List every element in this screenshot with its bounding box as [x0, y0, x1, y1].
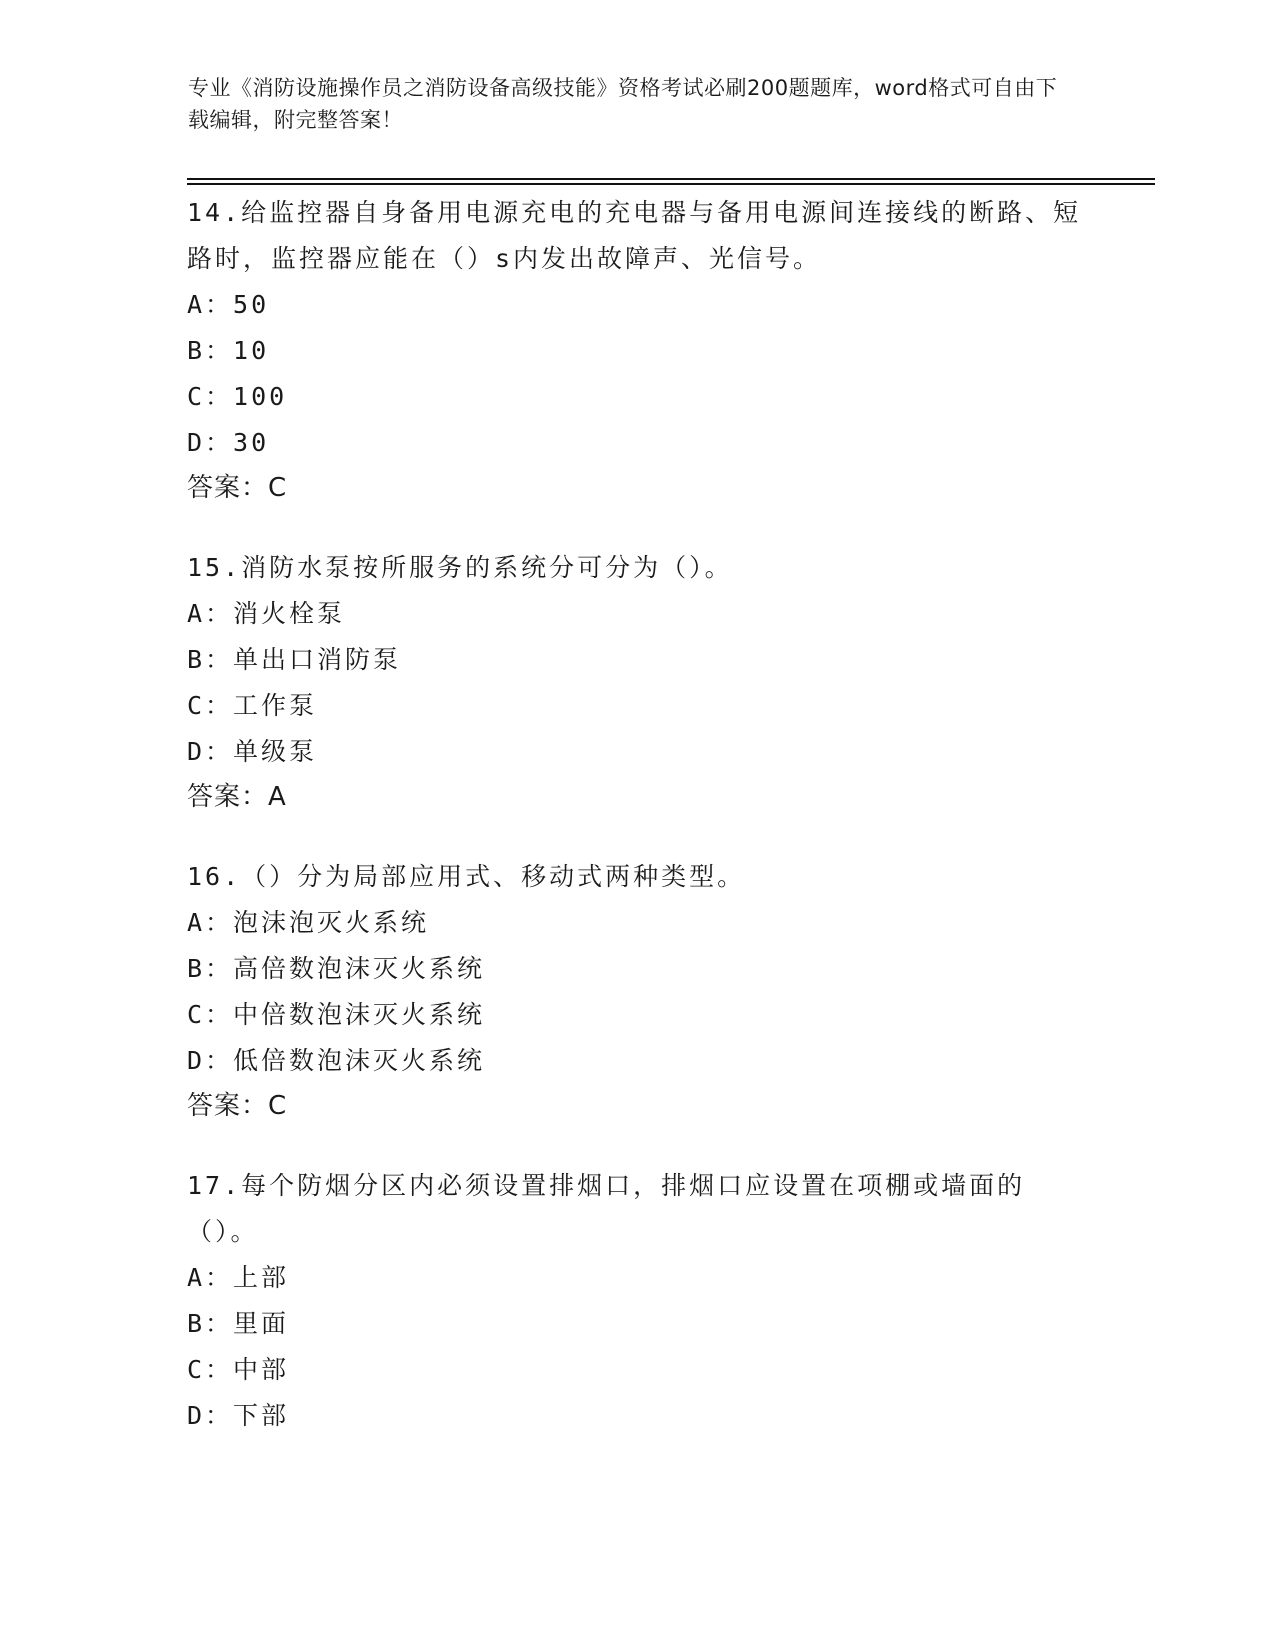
answer-line — [187, 1084, 1087, 1128]
option-b: B：高倍数泡沫灭火系统 — [187, 954, 486, 983]
option-c: C：中倍数泡沫灭火系统 — [187, 1000, 486, 1029]
document-header-intro: 专业《消防设施操作员之消防设备高级技能》资格考试必刷200题题库，word格式可自由下载编辑，附完整答案！ — [188, 76, 1058, 132]
answer-value: C — [268, 473, 288, 503]
option-b: B：里面 — [187, 1309, 290, 1338]
question-stem: 15.消防水泵按所服务的系统分可分为（）。 — [187, 553, 733, 582]
option-d: D：下部 — [187, 1401, 290, 1430]
answer-label: 答案： — [187, 782, 269, 812]
option-a: A：50 — [187, 290, 270, 319]
option-b: B：单出口消防泵 — [187, 645, 402, 674]
question-stem: 14.给监控器自身备用电源充电的充电器与备用电源间连接线的断路、短路时，监控器应能在（）s内发出故障声、光信号。 — [187, 198, 1082, 273]
option-d: D：30 — [187, 428, 270, 457]
option-c: C：100 — [187, 382, 288, 411]
answer-label: 答案： — [187, 473, 269, 503]
question-17 — [187, 1163, 1087, 1439]
question-stem: 16.（）分为局部应用式、移动式两种类型。 — [187, 862, 746, 891]
question-14 — [187, 190, 1087, 510]
option-b: B：10 — [187, 336, 270, 365]
option-a: A：上部 — [187, 1263, 290, 1292]
answer-label: 答案： — [187, 1091, 269, 1121]
option-d: D：单级泵 — [187, 737, 318, 766]
question-stem: 17.每个防烟分区内必须设置排烟口，排烟口应设置在项棚或墙面的（）。 — [187, 1171, 1026, 1246]
question-15 — [187, 545, 1087, 819]
option-a: A：泡沫泡灭火系统 — [187, 908, 430, 937]
option-c: C：中部 — [187, 1355, 290, 1384]
question-list — [187, 190, 1087, 1474]
question-16 — [187, 854, 1087, 1128]
header-divider-top — [187, 178, 1155, 180]
answer-value: A — [268, 782, 287, 812]
option-d: D：低倍数泡沫灭火系统 — [187, 1046, 486, 1075]
header-divider-bottom — [187, 183, 1155, 185]
answer-line — [187, 466, 1087, 510]
answer-line — [187, 775, 1087, 819]
option-c: C：工作泵 — [187, 691, 318, 720]
answer-value: C — [268, 1091, 288, 1121]
option-a: A：消火栓泵 — [187, 599, 346, 628]
